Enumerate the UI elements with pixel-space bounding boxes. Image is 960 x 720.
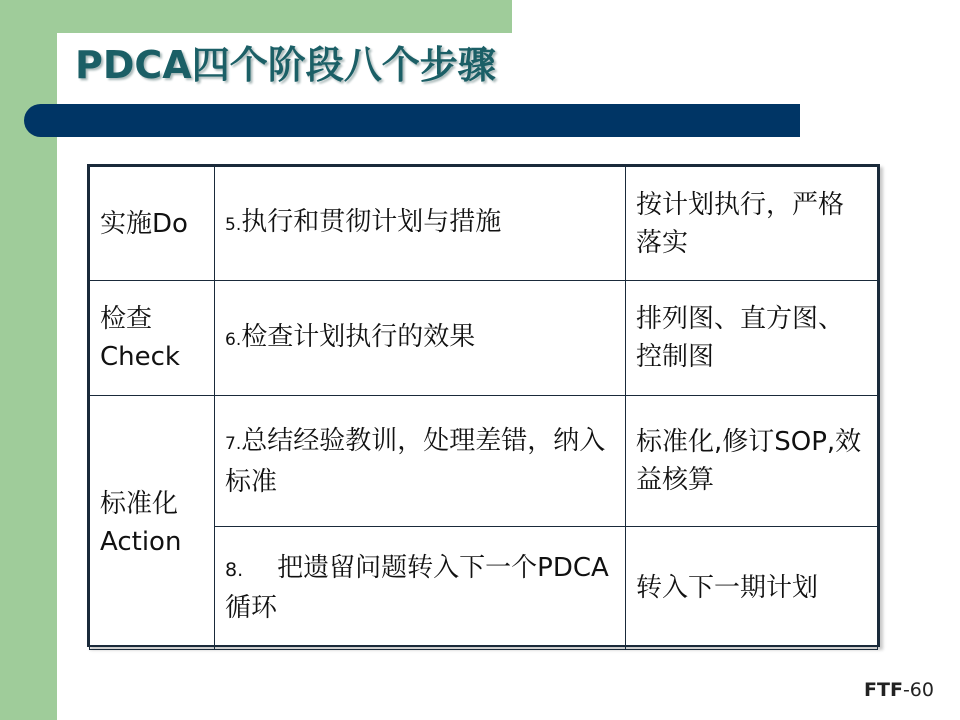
note-cell [626,281,878,396]
phase-label-cn: 标准化 [100,488,179,519]
note-cell [626,396,878,527]
step-cell [215,281,626,396]
phase-cell [90,396,215,650]
title-underline-bar [24,104,800,137]
step-cell [215,396,626,527]
step-number: 7. [225,433,242,454]
note-text: 标准化,修订SOP,效益核算 [636,427,862,495]
note-text: 排列图、直方图、控制图 [636,304,845,372]
step-cell [215,167,626,281]
step-number: 5. [225,215,242,235]
step-text: 执行和贯彻计划与措施 [241,207,502,237]
footer-brand: FTF [864,679,903,701]
phase-label: 实施Do [100,208,188,239]
note-cell [626,167,878,281]
note-text: 转入下一期计划 [636,573,819,603]
step-text: 把遗留问题转入下一个PDCA循环 [225,553,609,623]
step-text: 检查计划执行的效果 [241,321,476,352]
phase-label-en: Check [100,342,180,372]
slide-footer [864,679,934,701]
phase-label-en: Action [100,526,182,557]
slide-title: PDCA四个阶段八个步骤 [75,43,496,87]
note-cell [626,527,878,650]
step-cell [215,527,626,650]
step-number: 8. [225,559,244,581]
note-text: 按计划执行，严格落实 [636,189,845,258]
table-row-check [90,281,878,396]
phase-cell [90,281,215,396]
page-number: -60 [902,679,934,701]
table-row-action-1 [90,396,878,527]
step-number: 6. [225,329,242,350]
top-decor-band [0,0,512,33]
table-row-do [90,167,878,281]
step-text: 总结经验教训，处理差错，纳入标准 [225,425,606,497]
pdca-table [87,164,880,647]
phase-label-cn: 检查 [100,304,153,334]
phase-cell [90,167,215,281]
